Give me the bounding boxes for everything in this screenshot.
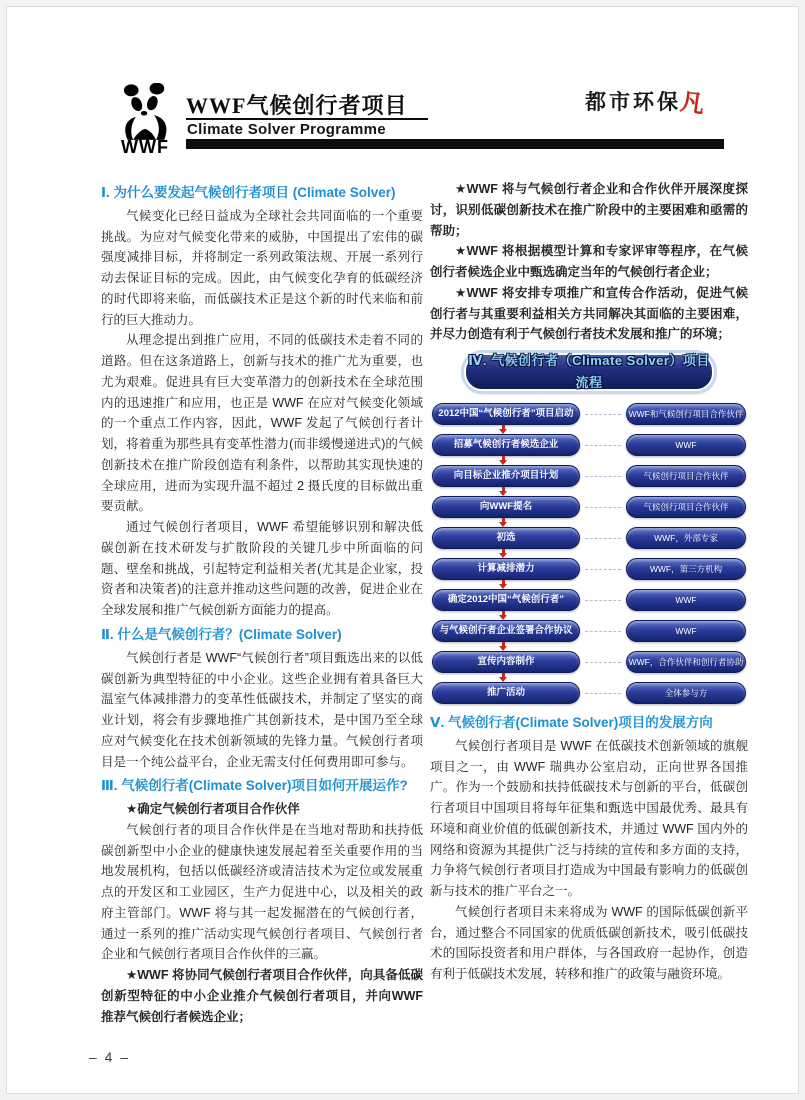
flow-step-pill: 宣传内容制作	[432, 651, 580, 673]
flow-row	[430, 434, 748, 456]
process-flowchart	[430, 353, 748, 704]
flow-gap	[430, 549, 748, 558]
flow-row	[430, 589, 748, 611]
flow-actor-pill: WWF和气候创行项目合作伙伴	[626, 403, 746, 425]
section2-para1: 气候创行者是 WWF“气候创行者”项目甄选出来的以低碳创新为典型特征的中小企业。这些企业拥有着具备巨大温室气体减排潜力的变革性低碳技术，并制定了坚实的商业计划，将会有步骤地推广其创新技术，是中国乃至全球应对气候变化在技术创新领域的先锋力量。气候创行者项目是一个纯公益平台，企业无需支付任何费用即可参与。	[101, 650, 423, 769]
flow-row	[430, 558, 748, 580]
right-bullet-2: ★WWF 将根据模型计算和专家评审等程序，在气候创行者候选企业中甄选确定当年的气候创行者企业；	[430, 244, 748, 279]
dashed-connector	[585, 414, 621, 415]
flow-row	[430, 465, 748, 487]
flow-gap	[430, 456, 748, 465]
document-page	[6, 6, 799, 1094]
flow-row	[430, 527, 748, 549]
section3-para1: 气候创行者的项目合作伙伴是在当地对帮助和扶持低碳创新型中小企业的健康快速发展起着至关重要作用的当地发展机构，包括以低碳经济或清洁技术为定位或发展重点的开发区和工业园区，生产力促进中心，以及相关的政府主管部门。WWF 将与其一起发掘潜在的气候创行者，通过一系列的推广活动实现气候创行者项目、气候创行者企业和气候创行者项目合作伙伴的三赢。	[101, 822, 423, 962]
flow-gap	[430, 642, 748, 651]
flow-row	[430, 651, 748, 673]
right-bullet-1: ★WWF 将与气候创行者企业和合作伙伴开展深度探讨，识别低碳创新技术在推广阶段中的主要困难和亟需的帮助；	[430, 182, 748, 238]
flow-step-pill: 招募气候创行者候选企业	[432, 434, 580, 456]
flow-gap	[430, 518, 748, 527]
page-title: WWF气候创行者项目	[186, 93, 408, 118]
section2-heading: Ⅱ. 什么是气候创行者？(Climate Solver)	[101, 626, 342, 642]
right-bullet-3: ★WWF 将安排专项推广和宣传合作活动，促进气候创行者与其重要利益相关方共同解决其面临的主要困难，并尽力创造有利于气候创行者技术发展和推广的环境；	[430, 285, 748, 342]
flow-gap	[430, 580, 748, 589]
flow-actor-pill: WWF	[626, 620, 746, 642]
title-underline	[186, 118, 428, 120]
dashed-connector	[585, 662, 621, 663]
wwf-logo-text: WWF	[121, 137, 169, 157]
flow-row	[430, 682, 748, 704]
page-subtitle: Climate Solver Programme	[187, 121, 386, 138]
flow-step-pill: 计算减排潜力	[432, 558, 580, 580]
flow-gap	[430, 673, 748, 682]
flow-step-pill: 初选	[432, 527, 580, 549]
section1-para1: 气候变化已经日益成为全球社会共同面临的一个重要挑战。为应对气候变化带来的威胁，中国提出了宏伟的碳强度减排目标，并将制定一系列政策法规、开展一系列行动去保证目标的完成。因此，由气候变化孕育的低碳经济的时代即将来临，而低碳技术正是这个新的时代来临和前行的巨大推动力。	[101, 208, 423, 327]
flow-row	[430, 620, 748, 642]
dashed-connector	[585, 631, 621, 632]
flow-gap	[430, 487, 748, 496]
dashed-connector	[585, 445, 621, 446]
dashed-connector	[585, 507, 621, 508]
flow-actor-pill: 气候创行项目合作伙伴	[626, 496, 746, 518]
dashed-connector	[585, 569, 621, 570]
left-column	[101, 179, 423, 1027]
section1-heading: Ⅰ. 为什么要发起气候创行者项目 (Climate Solver)	[101, 185, 396, 200]
flow-actor-pill: WWF，第三方机构	[626, 558, 746, 580]
flow-actor-pill: WWF	[626, 589, 746, 611]
section3-heading: Ⅲ. 气候创行者(Climate Solver)项目如何开展运作?	[101, 778, 408, 794]
section1-para2: 从理念提出到推广应用，不同的低碳技术走着不同的道路。但在这条道路上，创新与技术的推广尤为重要，也尤为艰难。促进具有巨大变革潜力的创新技术在全球范围内的迅速推广和应用，也正是 WWF 在应对气候变化领域的一个重点工作内容，因此，WWF 发起了气候创行者计划，将着重为那些具有变革性潜力(而非缓慢递进式)的气候创新技术在推广阶段创造有利条件，以帮助其实现快速的全球应用，进而为实现升温不超过 2 摄氏度的目标做出重要贡献。	[101, 333, 423, 514]
flow-step-pill: 推广活动	[432, 682, 580, 704]
flow-step-pill: 与气候创行者企业签署合作协议	[432, 620, 580, 642]
dashed-connector	[585, 693, 621, 694]
section5-para1: 气候创行者项目是 WWF 在低碳技术创新领域的旗舰项目之一，由 WWF 瑞典办公室启动，正向世界各国推广。作为一个鼓励和扶持低碳技术与创新的平台，低碳创行者项目中国项目将每年征集和甄选中国最优秀、最具有环境和商业价值的低碳创新技术，并通过 WWF 国内外的网络和资源为其提供广泛与持续的宣传和多方面的支持，力争将气候创行者项目打造成为中国最有影响力的低碳创新与技术的推广平台之一。	[430, 738, 748, 899]
flow-step-pill: 2012中国“气候创行者”项目启动	[432, 403, 580, 425]
flow-gap	[430, 425, 748, 434]
dashed-connector	[585, 538, 621, 539]
flow-step-pill: 向WWF提名	[432, 496, 580, 518]
page-number: – 4 –	[89, 1049, 131, 1065]
flow-actor-pill: 气候创行项目合作伙伴	[626, 465, 746, 487]
dashed-connector	[585, 476, 621, 477]
flow-actor-pill: WWF	[626, 434, 746, 456]
header-divider-bar	[186, 139, 724, 149]
flow-actor-pill: WWF，外部专家	[626, 527, 746, 549]
brand-logo	[585, 81, 707, 119]
brand-red-seal: 凡	[678, 86, 707, 119]
brand-text: 都市环保	[585, 90, 681, 114]
flow-step-pill: 确定2012中国“气候创行者”	[432, 589, 580, 611]
section1-para3: 通过气候创行者项目，WWF 希望能够识别和解决低碳创新在技术研发与扩散阶段的关键几步中所面临的问题、壁垒和挑战，引起特定利益相关者(尤其是企业家，投资者和决策者)的注意并推动这些问题的改善，促进企业在全球发展和推广气候创新方面能力的提高。	[101, 520, 423, 618]
flow-row	[430, 496, 748, 518]
flowchart-title-banner: Ⅳ. 气候创行者（Climate Solver）项目流程	[464, 353, 714, 391]
flow-step-pill: 向目标企业推介项目计划	[432, 465, 580, 487]
flow-actor-pill: 全体参与方	[626, 682, 746, 704]
section3-bullet-title: ★确定气候创行者项目合作伙伴	[126, 802, 300, 817]
flow-row	[430, 403, 748, 425]
section5-heading: Ⅴ. 气候创行者(Climate Solver)项目的发展方向	[430, 715, 713, 730]
flow-actor-pill: WWF，合作伙伴和创行者协助	[626, 651, 746, 673]
section3-bullet2: ★WWF 将协同气候创行者项目合作伙伴，向具备低碳创新型特征的中小企业推介气候创行者项目，并向WWF 推荐气候创行者候选企业；	[101, 968, 423, 1024]
right-column	[430, 179, 748, 985]
dashed-connector	[585, 600, 621, 601]
flow-gap	[430, 611, 748, 620]
section5-para2: 气候创行者项目未来将成为 WWF 的国际低碳创新平台，通过整合不同国家的优质低碳创新技术，吸引低碳技术的国际投资者和用户群体，与各国政府一起协作，创造有利于低碳技术发展，转移和推广的政策与融资环境。	[430, 904, 748, 982]
